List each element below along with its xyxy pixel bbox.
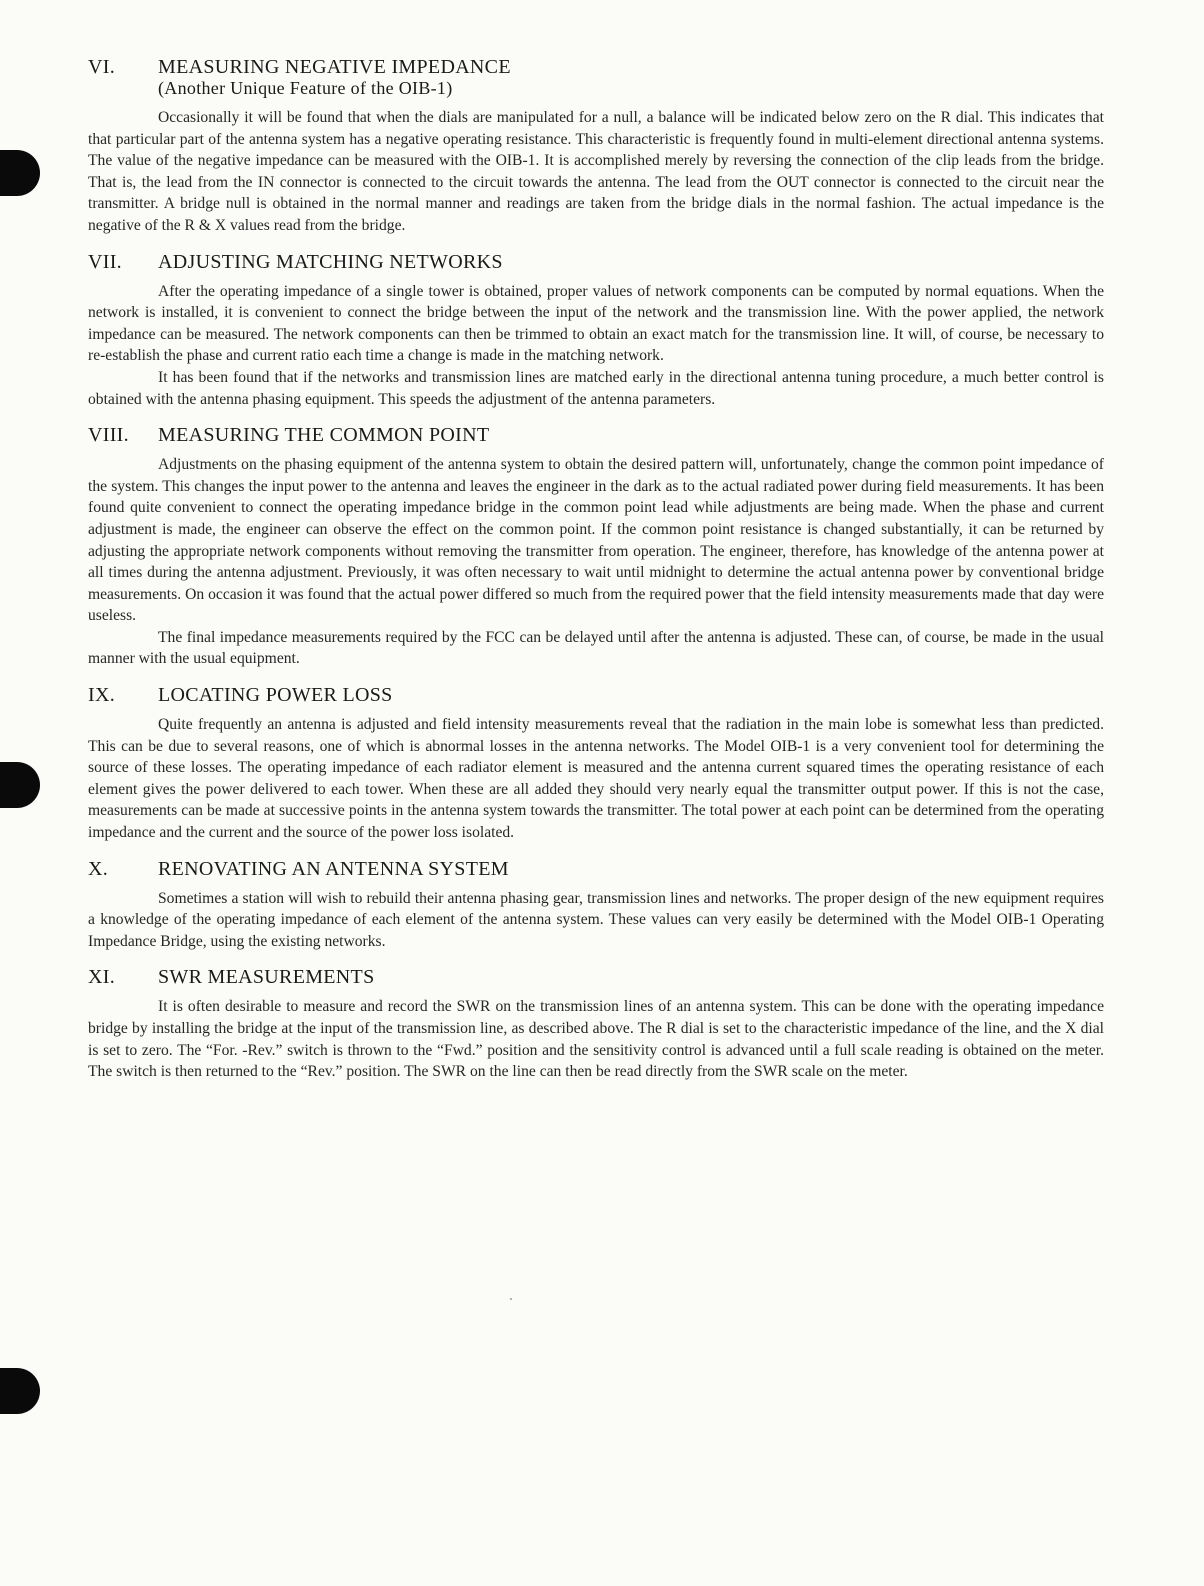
section-locating-power-loss [88, 684, 1104, 844]
section-number: VIII. [88, 424, 129, 447]
paragraph: After the operating impedance of a single tower is obtained, proper values of network components can be computed by normal equations. When the network is installed, it is convenient to connect the bridge between the input of the network and the transmission line. With the power applied, the network impedance can be measured. The network components can then be trimmed to obtain an exact match for the transmission line. It will, of course, be necessary to re-establish the phase and current ratio each time a change is made in the matching network. [88, 282, 1104, 365]
section-renovating-an-antenna-system [88, 858, 1104, 953]
paragraph: The final impedance measurements required by the FCC can be delayed until after the antenna is adjusted. These can, of course, be made in the usual manner with the usual equipment. [88, 628, 1104, 668]
paragraph: It is often desirable to measure and record the SWR on the transmission lines of an antenna system. This can be done with the operating impedance bridge by installing the bridge at the input of the transmission line, as described above. The R dial is set to the characteristic impedance of the line, and the X dial is set to zero. The “For. -Rev.” switch is thrown to the “Fwd.” position and the sensitivity control is advanced until a full scale reading is obtained on the meter. The switch is then returned to the “Rev.” position. The SWR on the line can then be read directly from the SWR scale on the meter. [88, 998, 1104, 1081]
section-number: VII. [88, 250, 122, 273]
section-heading [88, 966, 1104, 988]
section-heading [88, 56, 1104, 99]
section-title: MEASURING NEGATIVE IMPEDANCE [158, 56, 511, 78]
document-body [88, 56, 1104, 1097]
section-measuring-the-common-point [88, 424, 1104, 670]
section-title: ADJUSTING MATCHING NETWORKS [158, 250, 503, 273]
section-number: IX. [88, 684, 116, 707]
section-heading [88, 251, 1104, 273]
section-subtitle: (Another Unique Feature of the OIB-1) [158, 78, 453, 98]
paragraph: Quite frequently an antenna is adjusted and field intensity measurements reveal that the radiation in the main lobe is somewhat less than predicted. This can be due to several reasons, one of which is abnormal losses in the antenna networks. The Model OIB-1 is a very convenient tool for determining the source of these losses. The operating impedance of each radiator element is measured and the antenna current squared times the operating resistance of each element gives the power delivered to each tower. When these are all added they should very nearly equal the transmitter output power. If this is not the case, measurements can be made at successive points in the antenna system towards the transmitter. The total power at each point can be determined from the operating impedance and the current and the source of the power loss isolated. [88, 716, 1104, 842]
section-adjusting-matching-networks [88, 251, 1104, 411]
section-title: MEASURING THE COMMON POINT [158, 424, 490, 447]
binder-hole [0, 1368, 40, 1414]
section-title: RENOVATING AN ANTENNA SYSTEM [158, 857, 509, 880]
section-title: SWR MEASUREMENTS [158, 966, 375, 989]
paragraph: It has been found that if the networks and transmission lines are matched early in the directional antenna tuning procedure, a much better control is obtained with the antenna phasing equipment. This speeds the adjustment of the antenna parameters. [88, 368, 1104, 408]
section-number: XI. [88, 966, 116, 989]
section-title: LOCATING POWER LOSS [158, 684, 393, 707]
section-heading [88, 684, 1104, 706]
section-heading [88, 424, 1104, 446]
section-measuring-negative-impedance [88, 56, 1104, 237]
binder-hole [0, 762, 40, 808]
paragraph: Adjustments on the phasing equipment of the antenna system to obtain the desired pattern will, unfortunately, change the common point impedance of the system. This changes the input power to the antenna and leaves the engineer in the dark as to the actual radiated power during field measurements. It has been found quite convenient to connect the operating impedance bridge in the common point lead while adjustments are being made. When the phase and current adjustment is made, the engineer can observe the effect on the common point. If the common point resistance is changed substantially, it can be returned by adjusting the appropriate network components without removing the transmitter from operation. The engineer, therefore, has knowledge of the antenna power at all times during the antenna adjustment. Previously, it was often necessary to wait until midnight to determine the actual antenna power by conventional bridge measurements. On occasion it was found that the actual power differed so much from the required power that the field intensity measurements made that day were useless. [88, 456, 1104, 625]
section-swr-measurements [88, 966, 1104, 1082]
paragraph: Occasionally it will be found that when the dials are manipulated for a null, a balance will be indicated below zero on the R dial. This indicates that that particular part of the antenna system has a negative operating resistance. This characteristic is frequently found in multi-element directional antenna systems. The value of the negative impedance can be measured with the OIB-1. It is accomplished merely by reversing the connection of the clip leads from the bridge. That is, the lead from the IN connector is connected to the circuit towards the antenna. The lead from the OUT connector is connected to the circuit near the transmitter. A bridge null is obtained in the normal manner and readings are taken from the bridge dials in the normal fashion. The actual impedance is the negative of the R & X values read from the bridge. [88, 109, 1104, 234]
section-heading [88, 858, 1104, 880]
scan-speck [510, 1298, 512, 1300]
section-number: VI. [88, 56, 116, 78]
section-number: X. [88, 857, 109, 880]
paragraph: Sometimes a station will wish to rebuild their antenna phasing gear, transmission lines and networks. The proper design of the new equipment requires a knowledge of the operating impedance of each element of the antenna system. These values can very easily be determined with the Model OIB-1 Operating Impedance Bridge, using the existing networks. [88, 889, 1104, 950]
binder-hole [0, 150, 40, 196]
